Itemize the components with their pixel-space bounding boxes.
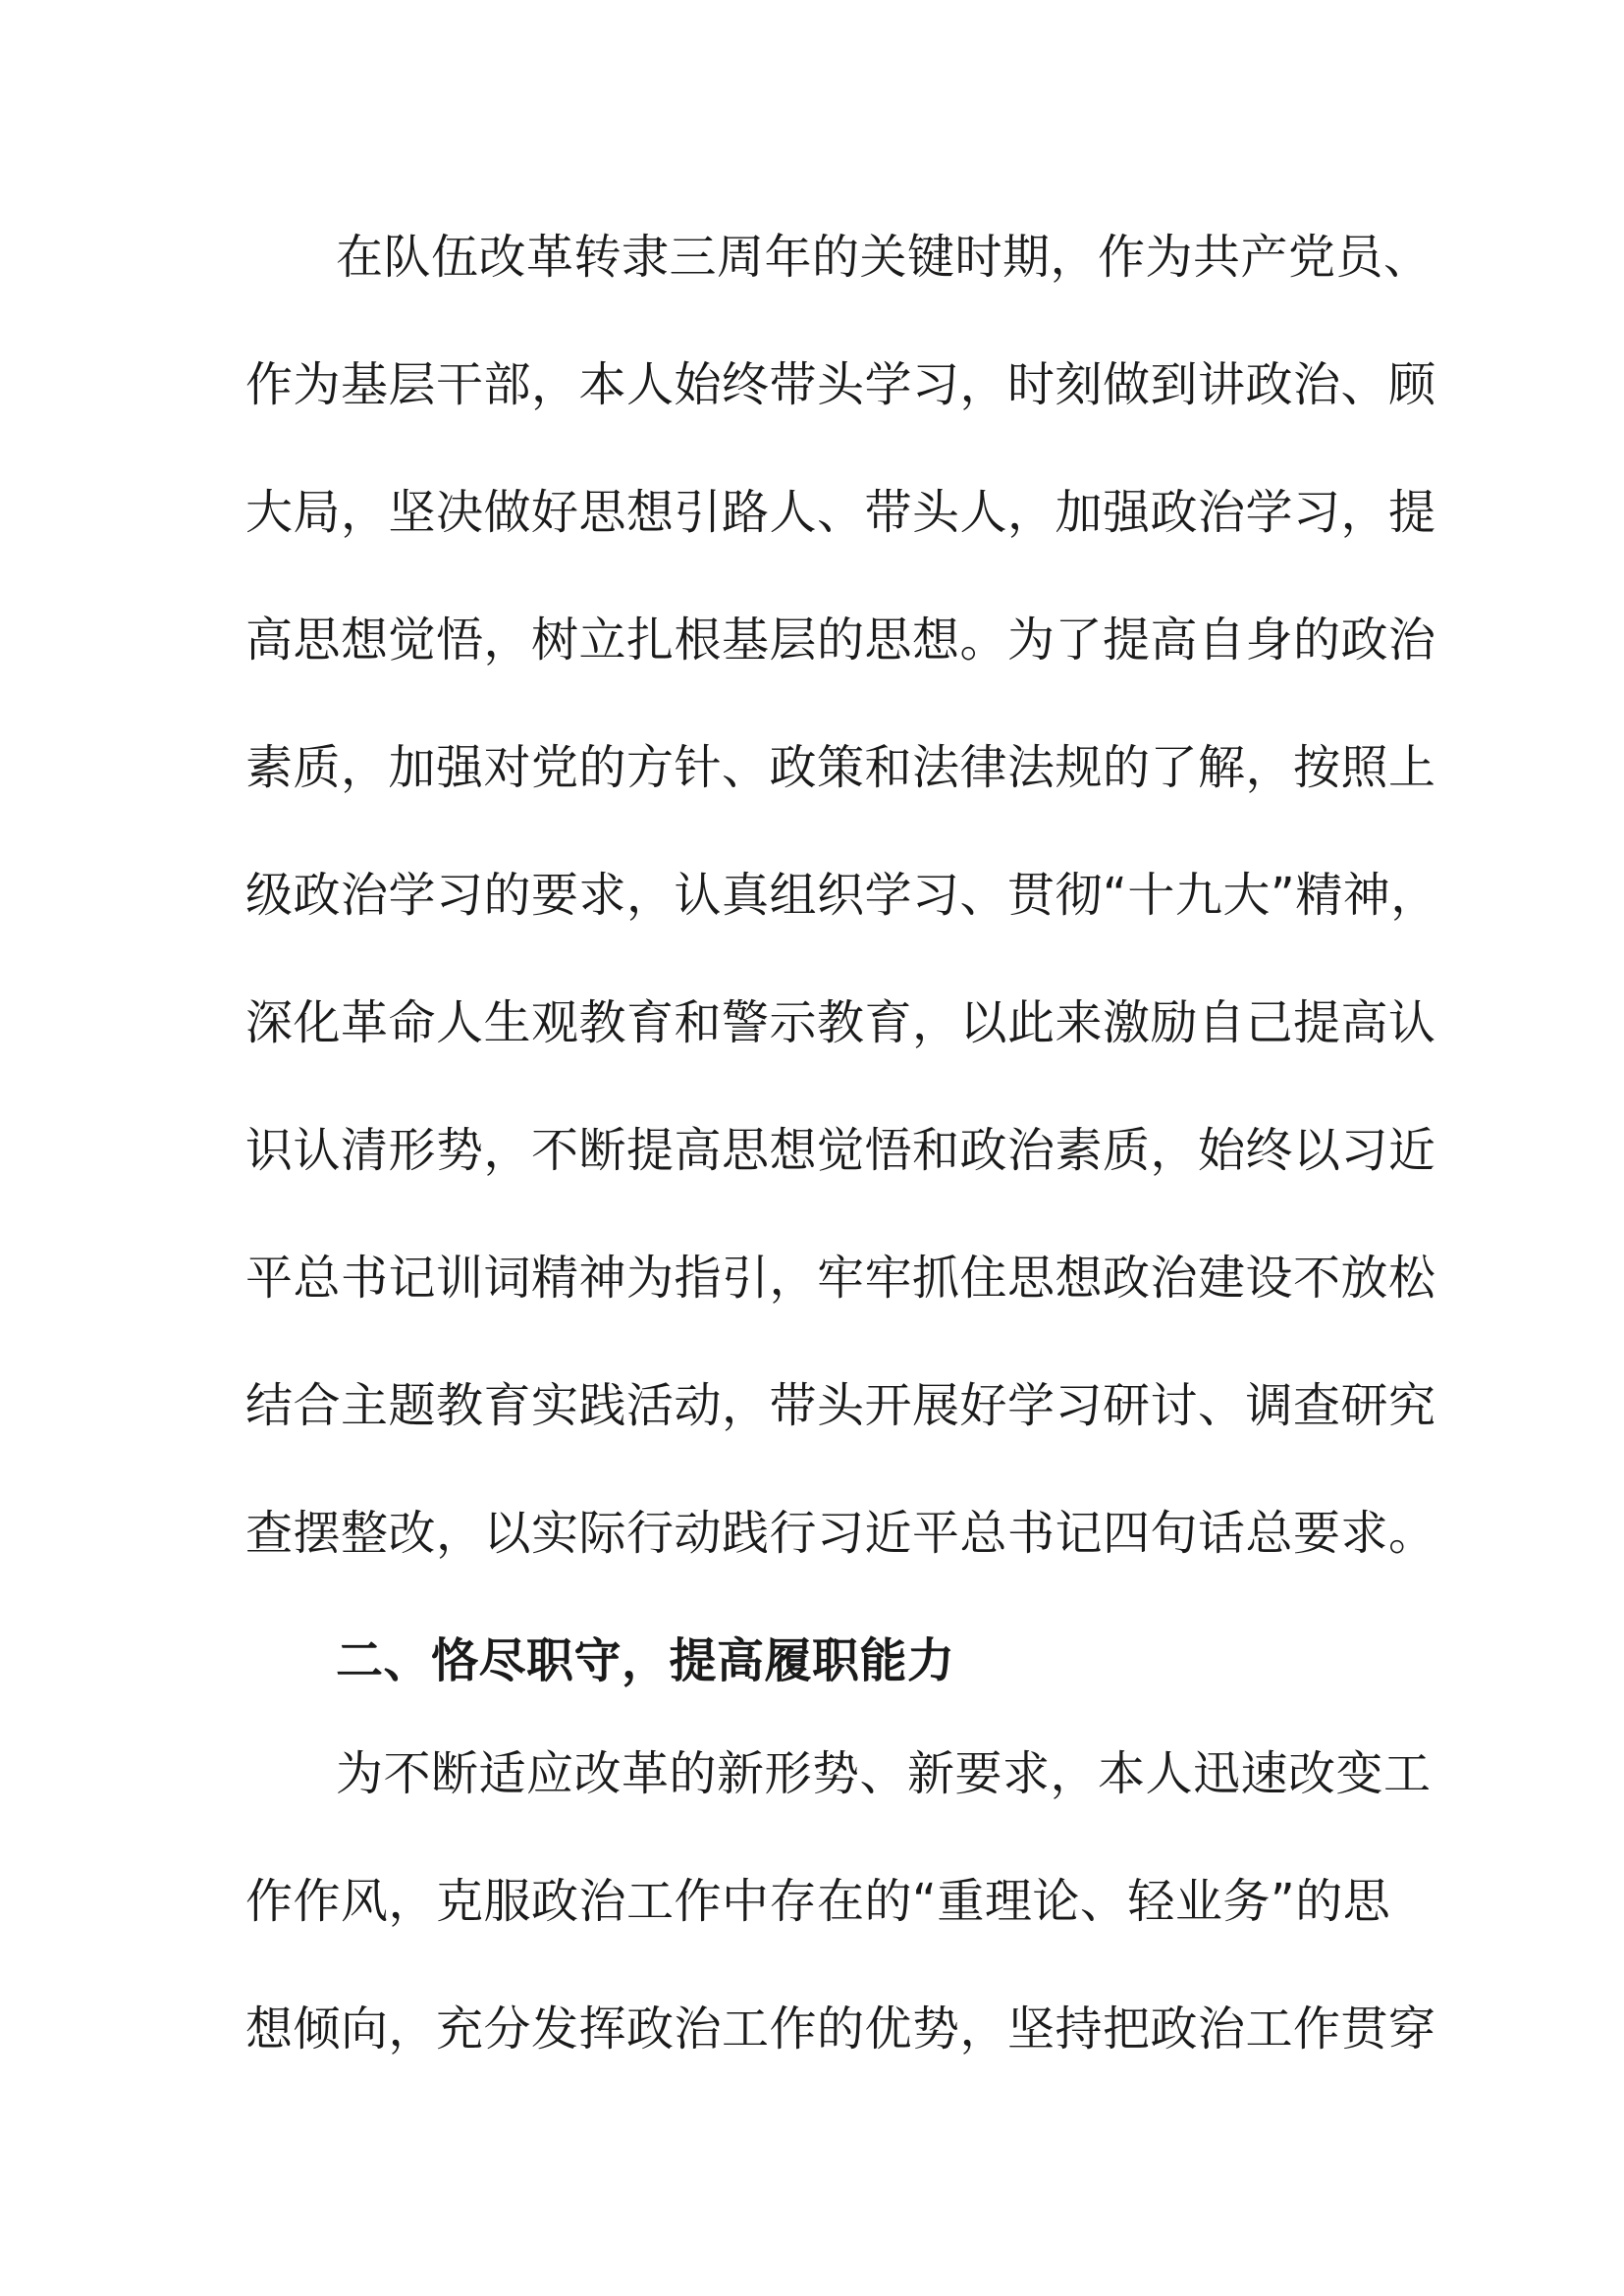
paragraph-line: 在队伍改革转隶三周年的关键时期，作为共产党员、 [336,230,1432,285]
paragraph-line: 为不断适应改革的新形势、新要求，本人迅速改变工 [336,1746,1432,1801]
paragraph-line: 大局，坚决做好思想引路人、带头人，加强政治学习，提 [245,485,1436,540]
paragraph-line: 结合主题教育实践活动，带头开展好学习研讨、调查研究 [245,1378,1436,1433]
paragraph-political-study [245,193,1438,1597]
paragraph-line: 高思想觉悟，树立扎根基层的思想。为了提高自身的政治 [245,613,1436,667]
paragraph-line: 平总书记训词精神为指引，牢牢抓住思想政治建设不放松 [245,1251,1436,1306]
paragraph-duty [245,1710,1436,2093]
paragraph-line: 作作风，克服政治工作中存在的“重理论、轻业务”的思 [245,1874,1391,1929]
paragraph-line: 深化革命人生观教育和警示教育，以此来激励自己提高认 [245,995,1436,1050]
section-heading: 二、恪尽职守，提高履职能力 [336,1633,955,1688]
paragraph-line: 级政治学习的要求，认真组织学习、贯彻“十九大”精神， [245,868,1438,923]
paragraph-line: 作为基层干部，本人始终带头学习，时刻做到讲政治、顾 [245,357,1436,412]
paragraph-line: 素质，加强对党的方针、政策和法律法规的了解，按照上 [245,740,1436,795]
paragraph-line: 想倾向，充分发挥政治工作的优势，坚持把政治工作贯穿 [245,2002,1436,2056]
paragraph-line: 识认清形势，不断提高思想觉悟和政治素质，始终以习近 [245,1123,1436,1178]
paragraph-line: 查摆整改，以实际行动践行习近平总书记四句话总要求。 [245,1506,1436,1561]
